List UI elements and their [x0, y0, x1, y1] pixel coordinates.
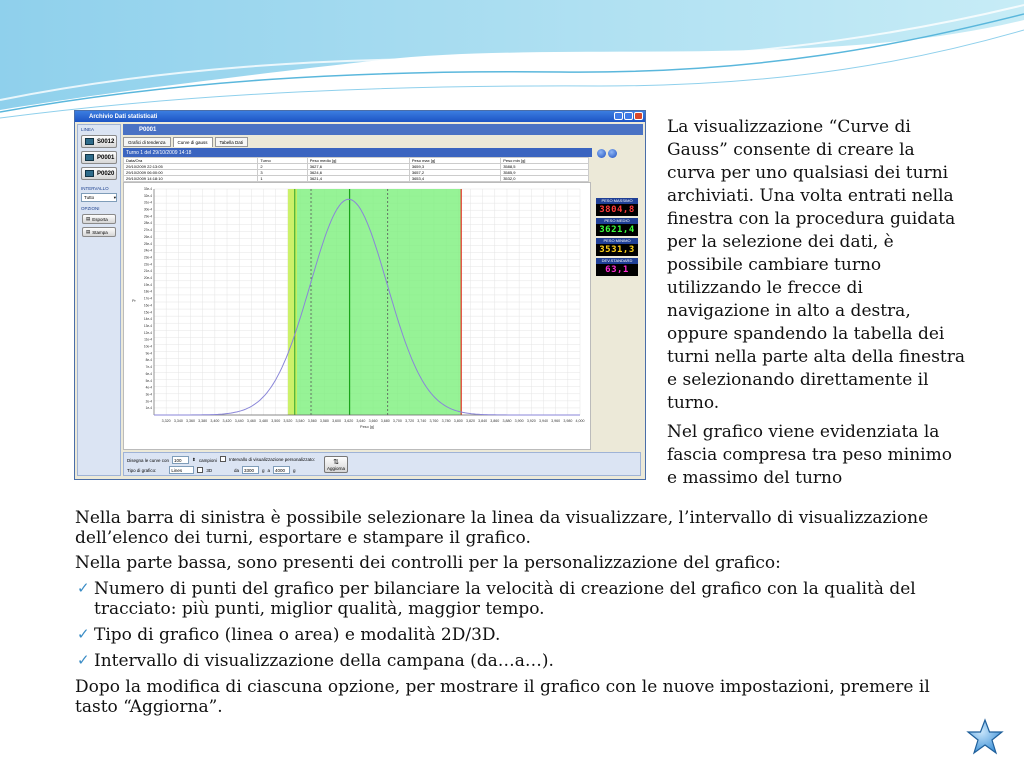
- points-label: Disegna le curve con: [127, 457, 170, 463]
- y-tick-label: 10e-4: [143, 344, 152, 349]
- min-max-band: [295, 189, 461, 415]
- window-buttons: [614, 112, 643, 120]
- y-tick-label: 13e-4: [143, 323, 152, 328]
- x-tick-label: 3,560: [307, 419, 317, 423]
- table-cell: 3: [258, 170, 307, 176]
- stat-value: 3621,4: [596, 224, 638, 236]
- check-icon: ✓: [77, 625, 90, 643]
- to-label: a: [267, 467, 271, 473]
- stat-value: 63,1: [596, 264, 638, 276]
- y-axis-label: Pr: [132, 299, 136, 303]
- y-tick-label: 15e-4: [143, 310, 152, 315]
- x-tick-label: 3,860: [490, 419, 500, 423]
- y-tick-label: 21e-4: [143, 269, 152, 274]
- y-tick-label: 18e-4: [143, 289, 152, 294]
- body-paragraph-1: Nella barra di sinistra è possibile selezionare la linea da visualizzare, l’intervallo di visualizzazione dell’elenco dei turni, esportare e stampare il grafico.: [75, 508, 929, 548]
- line-button-p0020[interactable]: [81, 167, 117, 180]
- y-tick-label: 26e-4: [143, 234, 152, 239]
- x-tick-label: 3,800: [453, 419, 463, 423]
- to-input[interactable]: 4000: [273, 466, 290, 474]
- y-tick-label: 1e-4: [145, 406, 152, 411]
- line-icon: [85, 170, 94, 177]
- chart-controls: [123, 452, 641, 476]
- tab-gauss[interactable]: Curve di gauss: [173, 137, 213, 147]
- chevron-down-icon: ▾: [113, 194, 116, 200]
- table-cell: 3657,2: [409, 170, 500, 176]
- export-icon: ▤: [86, 216, 91, 221]
- previous-turn-icon[interactable]: [597, 149, 606, 158]
- section-opzioni-title: OPZIONI: [81, 206, 100, 211]
- y-tick-label: 29e-4: [143, 214, 152, 219]
- y-tick-label: 8e-4: [145, 358, 152, 363]
- print-label: Stampa: [92, 229, 108, 235]
- stat-value: 3531,3: [596, 244, 638, 256]
- custom-interval-checkbox[interactable]: [220, 456, 226, 462]
- three-d-label: 3D: [206, 467, 213, 473]
- table-row[interactable]: [124, 176, 589, 182]
- column-header: Peso medio [g]: [307, 158, 409, 164]
- from-label: da: [234, 467, 240, 473]
- y-tick-label: 12e-4: [143, 330, 152, 335]
- next-turn-icon[interactable]: [608, 149, 617, 158]
- stat-label: PESO MEDIO: [596, 218, 638, 224]
- gauss-chart-svg: [124, 183, 590, 449]
- minimize-icon[interactable]: [614, 112, 623, 120]
- x-tick-label: 3,900: [514, 419, 524, 423]
- app-screenshot: [74, 110, 646, 480]
- type-row: [127, 466, 212, 474]
- table-cell: 29/10/2009 14:18:10: [124, 176, 258, 182]
- y-tick-label: 17e-4: [143, 296, 152, 301]
- body-paragraph-3: Dopo la modifica di ciascuna opzione, per mostrare il grafico con le nuove impostazioni, premere il tasto “Aggiorna”.: [75, 677, 930, 717]
- points-unit: campioni: [198, 457, 217, 463]
- stat-label: DEV.STANDARD: [596, 258, 638, 264]
- view-tabs: [123, 137, 643, 147]
- bullet-item-2: Tipo di grafico (linea o area) e modalità 2D/3D.: [94, 625, 501, 645]
- table-cell: 3621,4: [307, 176, 409, 182]
- x-tick-label: 3,460: [246, 419, 256, 423]
- x-tick-label: 3,580: [319, 419, 329, 423]
- x-tick-label: 3,440: [234, 419, 244, 423]
- range-row: [234, 466, 296, 474]
- x-tick-label: 3,660: [368, 419, 378, 423]
- table-cell: 1: [258, 176, 307, 182]
- x-tick-label: 3,960: [551, 419, 561, 423]
- line-button-label: P0020: [97, 170, 115, 177]
- side-paragraph-1: La visualizzazione “Curve di Gauss” consente di creare la curva per uno qualsiasi dei turni archiviati. Una volta entrati nella finestra con la procedura guidata per la selezione dei dati, è possibile cambiare turno utilizzando le frecce di navigazione in alto a destra, oppure spandendo la tabella dei turni nella parte alta della finestra e selezionando direttamente il turno.: [667, 117, 966, 413]
- interval-select[interactable]: [81, 193, 117, 202]
- y-tick-label: 32e-4: [143, 193, 152, 198]
- stats-list: [595, 198, 641, 276]
- table-body: [124, 164, 589, 182]
- line-icon: [85, 154, 94, 161]
- from-input[interactable]: 3300: [242, 466, 259, 474]
- y-tick-label: 16e-4: [143, 303, 152, 308]
- x-tick-label: 4,000: [575, 419, 585, 423]
- y-tick-label: 28e-4: [143, 221, 152, 226]
- section-linea-title: LINEA: [81, 127, 95, 132]
- y-tick-label: 19e-4: [143, 282, 152, 287]
- y-tick-label: 7e-4: [145, 365, 152, 370]
- from-unit: g: [262, 467, 265, 473]
- x-tick-label: 3,480: [259, 419, 269, 423]
- table-cell: 29/10/2009 06:00:00: [124, 170, 258, 176]
- star-icon[interactable]: [966, 718, 1004, 756]
- interval-select-value: Tutto: [84, 195, 95, 200]
- y-tick-label: 11e-4: [144, 337, 152, 342]
- refresh-button[interactable]: [324, 456, 348, 473]
- table-cell: 3588,5: [501, 164, 589, 170]
- table-cell: 3659,3: [409, 164, 500, 170]
- table-cell: 3585,9: [501, 170, 589, 176]
- x-tick-label: 3,720: [405, 419, 415, 423]
- x-tick-label: 3,880: [502, 419, 512, 423]
- y-tick-label: 23e-4: [143, 255, 152, 260]
- y-tick-label: 14e-4: [143, 317, 152, 322]
- export-button[interactable]: [82, 214, 116, 224]
- main-panel: [123, 124, 643, 477]
- window-titlebar: [75, 111, 645, 122]
- x-tick-label: 3,540: [295, 419, 305, 423]
- check-icon: ✓: [77, 579, 90, 597]
- x-tick-label: 3,520: [283, 419, 293, 423]
- stat-label: PESO MASSIMO: [596, 198, 638, 204]
- interval-check-row: [220, 456, 315, 462]
- y-tick-label: 9e-4: [145, 351, 152, 356]
- body-paragraph-2: Nella parte bassa, sono presenti dei controlli per la personalizzazione del grafico:: [75, 553, 781, 573]
- x-tick-label: 3,940: [538, 419, 548, 423]
- table-cell: 29/10/2009 22:13:05: [124, 164, 258, 170]
- x-tick-label: 3,840: [478, 419, 488, 423]
- x-axis-label: Peso [g]: [360, 425, 374, 429]
- side-paragraph-2: Nel grafico viene evidenziata la fascia compresa tra peso minimo e massimo del turno: [667, 422, 952, 488]
- x-tick-label: 3,740: [417, 419, 427, 423]
- y-tick-label: 31e-4: [143, 200, 152, 205]
- x-tick-label: 3,700: [392, 419, 402, 423]
- column-header: Peso min [g]: [501, 158, 589, 164]
- x-tick-label: 3,620: [344, 419, 354, 423]
- window-title: Archivio Dati statisticati: [89, 113, 158, 120]
- turn-title: Turno 1 del 29/10/2009 14:18: [126, 149, 192, 156]
- table-cell: 3624,6: [307, 170, 409, 176]
- chart-type-select[interactable]: Lines: [169, 466, 194, 474]
- points-input[interactable]: 100: [172, 456, 189, 464]
- bullet-item-1: Numero di punti del grafico per bilanciare la velocità di creazione del grafico con la qualità del tracciato: più punti, miglior qualità, maggior tempo.: [94, 579, 916, 619]
- table-cell: 3532,0: [501, 176, 589, 182]
- three-d-checkbox[interactable]: [197, 467, 203, 473]
- x-tick-label: 3,500: [271, 419, 281, 423]
- column-header: Peso max [g]: [409, 158, 500, 164]
- y-tick-label: 20e-4: [143, 276, 152, 281]
- table-cell: 3653,4: [409, 176, 500, 182]
- x-tick-label: 3,600: [332, 419, 342, 423]
- bullet-item-3: Intervallo di visualizzazione della campana (da…a…).: [94, 651, 554, 671]
- maximize-icon[interactable]: [624, 112, 633, 120]
- line-icon: [85, 138, 94, 145]
- x-tick-label: 3,920: [526, 419, 536, 423]
- stats-panel: [595, 149, 641, 276]
- x-tick-label: 3,380: [198, 419, 208, 423]
- x-tick-label: 3,760: [429, 419, 439, 423]
- table-cell: 2: [258, 164, 307, 170]
- x-tick-label: 3,360: [186, 419, 196, 423]
- x-tick-label: 3,420: [222, 419, 232, 423]
- section-intervallo-title: INTERVALLO: [81, 186, 109, 191]
- table-cell: 3627,6: [307, 164, 409, 170]
- chart-type-label: Tipo di grafico:: [127, 467, 157, 473]
- stat-value: 3804,8: [596, 204, 638, 216]
- left-sidebar: [77, 124, 121, 476]
- y-tick-label: 33e-4: [143, 187, 152, 191]
- close-icon[interactable]: [634, 112, 643, 120]
- custom-interval-label: Intervallo di visualizzazione personalizzato:: [229, 456, 316, 462]
- x-tick-label: 3,820: [465, 419, 475, 423]
- y-tick-label: 27e-4: [143, 228, 152, 233]
- x-tick-label: 3,780: [441, 419, 451, 423]
- gauss-chart: [123, 182, 591, 450]
- turn-title-bar: [123, 148, 592, 157]
- line-button-s0012[interactable]: [81, 135, 117, 148]
- export-label: Esporta: [92, 216, 108, 222]
- x-tick-label: 3,980: [563, 419, 573, 423]
- y-tick-label: 3e-4: [145, 392, 152, 397]
- refresh-icon: ⇅: [333, 459, 339, 466]
- refresh-label: Aggiorna: [326, 466, 345, 471]
- x-tick-label: 3,640: [356, 419, 366, 423]
- y-tick-label: 5e-4: [145, 378, 152, 383]
- y-tick-label: 30e-4: [143, 207, 152, 212]
- x-tick-label: 3,400: [210, 419, 220, 423]
- check-icon: ✓: [77, 651, 90, 669]
- x-tick-label: 3,340: [173, 419, 183, 423]
- to-unit: g: [293, 467, 296, 473]
- line-button-label: S0012: [97, 138, 115, 145]
- line-button-p0001[interactable]: [81, 151, 117, 164]
- turns-table: [123, 157, 589, 182]
- line-header-title: P0001: [139, 126, 157, 133]
- column-header: Data/Ora: [124, 158, 258, 164]
- stat-label: PESO MINIMO: [596, 238, 638, 244]
- band-edge: [288, 189, 297, 415]
- points-row: [127, 456, 217, 464]
- x-tick-label: 3,320: [161, 419, 171, 423]
- y-tick-label: 25e-4: [143, 241, 152, 246]
- y-tick-label: 4e-4: [145, 385, 152, 390]
- x-tick-label: 3,680: [380, 419, 390, 423]
- line-header: [123, 124, 643, 135]
- print-button[interactable]: [82, 227, 116, 237]
- print-icon: ▤: [86, 229, 91, 234]
- line-button-label: P0001: [97, 154, 115, 161]
- y-tick-label: 22e-4: [143, 262, 152, 267]
- y-tick-label: 24e-4: [143, 248, 152, 253]
- column-header: Turno: [258, 158, 307, 164]
- tab-table[interactable]: Tabella Dati: [215, 137, 249, 147]
- y-tick-label: 6e-4: [145, 371, 152, 376]
- points-stepper[interactable]: ⬍: [192, 457, 196, 462]
- tab-trend[interactable]: Grafici di tendenza: [123, 137, 171, 147]
- turn-navigation: [597, 149, 641, 158]
- y-tick-label: 2e-4: [145, 399, 152, 404]
